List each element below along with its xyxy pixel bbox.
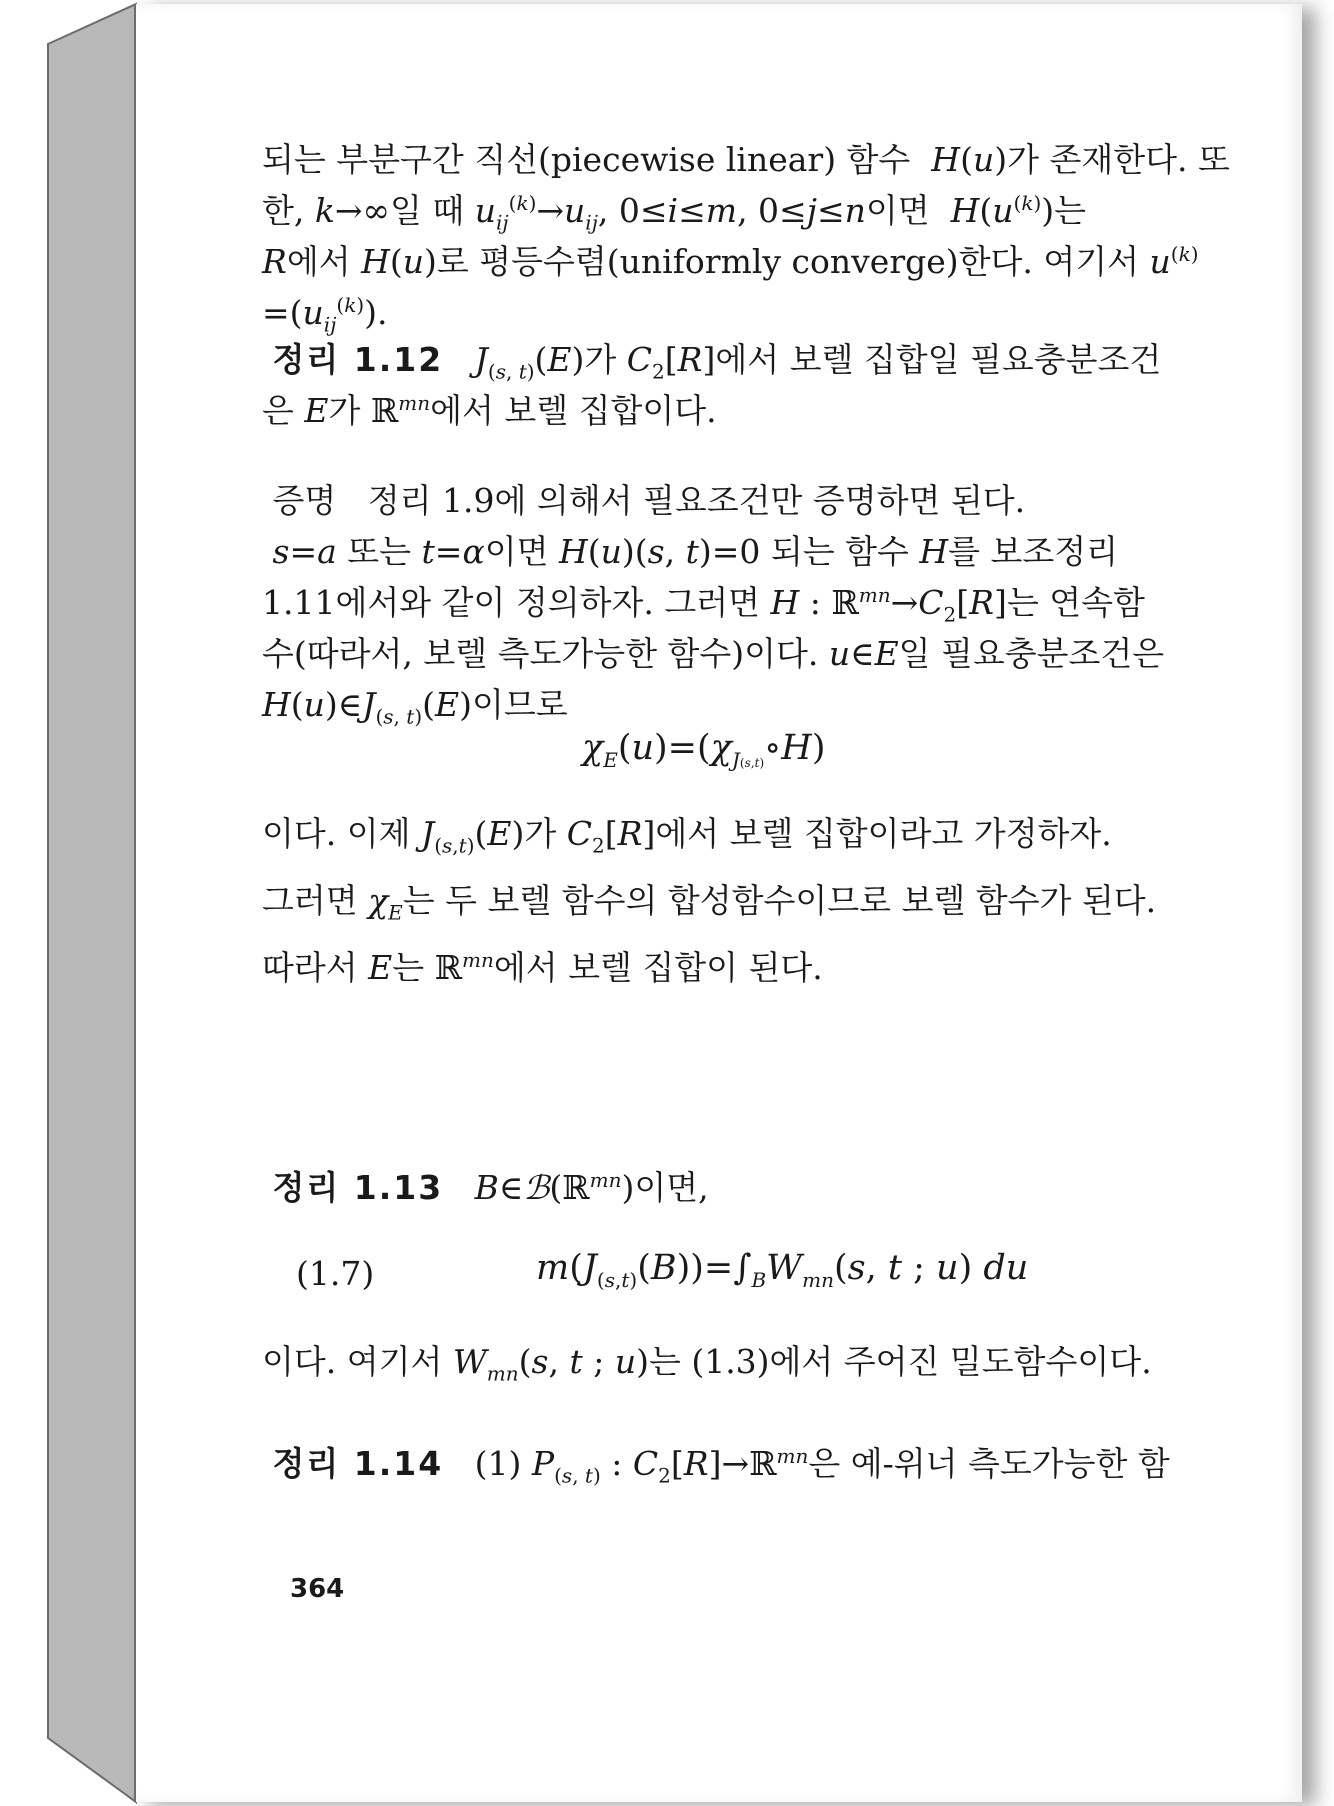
proof-line-3: 1.11에서와 같이 정의하자. 그러면 H : $ℝ^{mn}\to C_2[R]$는 연속함 (262, 583, 1145, 627)
proof-after-line-1: 이다. 이제 $J_{(s,t)}(E)$가 $C_2[R]$에서 보렐 집합이라고 가정하자. (262, 814, 1112, 858)
theorem-1-13: 정리 1.13 B∈ℬ(ℝ$^{mn}$)이면, (272, 1168, 709, 1207)
proof-after-line-3: 따라서 E는 ℝ$^{mn}$에서 보렐 집합이 된다. (262, 948, 823, 987)
proof-line-5: $H(u)\in J_{(s, t)}(E)$이므로 (262, 685, 568, 729)
theorem-1-13-after: 이다. 여기서 $W_{mn}(s$, t ; u)는 (1.3)에서 주어진 밀도함수이다. (262, 1342, 1152, 1386)
intro-paragraph (262, 134, 1230, 338)
theorem-1-12-label: 정리 1.12 (272, 340, 444, 379)
theorem-1-12 (262, 334, 1162, 436)
proof-after-line-2: 그러면 $\chi_E$는 두 보렐 함수의 합성함수이므로 보렐 함수가 된다. (262, 881, 1157, 925)
proof-conclusion (262, 800, 1162, 1001)
proof-line-1: 증명 정리 1.9에 의해서 필요조건만 증명하면 된다. (272, 481, 1026, 520)
theorem-1-14: 정리 1.14 (1) $P_{(s, t)}$ : $C_2[R]\to ℝ^{mn}$은 예-위너 측도가능한 함 (272, 1444, 1170, 1488)
equation-1-7: $m(J_{(s,t)}(B))=\int_BW_{mn}(s$, t ; u) du (536, 1248, 1029, 1292)
theorem-1-12-line-1: 정리 1.12 $J_{(s, t)}(E)$가 $C_2[R]$에서 보렐 집합일 필요충분조건 (272, 340, 1162, 384)
intro-line-3: R에서 H(u)로 평등수렴(uniformly converge)한다. 여기서 $u^{(k)}$ (262, 242, 1199, 281)
proof (262, 475, 1165, 730)
intro-line-4: $=(u_{ij}^{(k)})$. (262, 293, 388, 337)
chi-formula: $\chi_E(u)=(\chi_{J(s,t)}\circ H)$ (582, 728, 826, 772)
intro-line-2: 한, k→∞일 때 $u_{ij}^{(k)}\to u_{ij}$, 0≤i≤m, 0≤j≤n이면 $H(u^{(k)})$는 (262, 191, 1087, 235)
equation-1-7-number: (1.7) (296, 1254, 375, 1293)
theorem-1-13-label: 정리 1.13 (272, 1168, 444, 1207)
intro-line-1: 되는 부분구간 직선(piecewise linear) 함수 H(u)가 존재한다. 또 (262, 140, 1230, 179)
proof-line-4: 수(따라서, 보렐 측도가능한 함수)이다. u∈E일 필요충분조건은 (262, 634, 1165, 673)
proof-line-2: s=a 또는 t=α이면 H(u)(s, t)=0 되는 함수 H를 보조정리 (272, 532, 1119, 571)
page-number: 364 (290, 1574, 345, 1604)
theorem-1-14-label: 정리 1.14 (272, 1444, 444, 1483)
theorem-1-12-line-2: 은 E가 ℝ$^{mn}$에서 보렐 집합이다. (262, 391, 717, 430)
proof-label: 증명 (272, 481, 337, 520)
